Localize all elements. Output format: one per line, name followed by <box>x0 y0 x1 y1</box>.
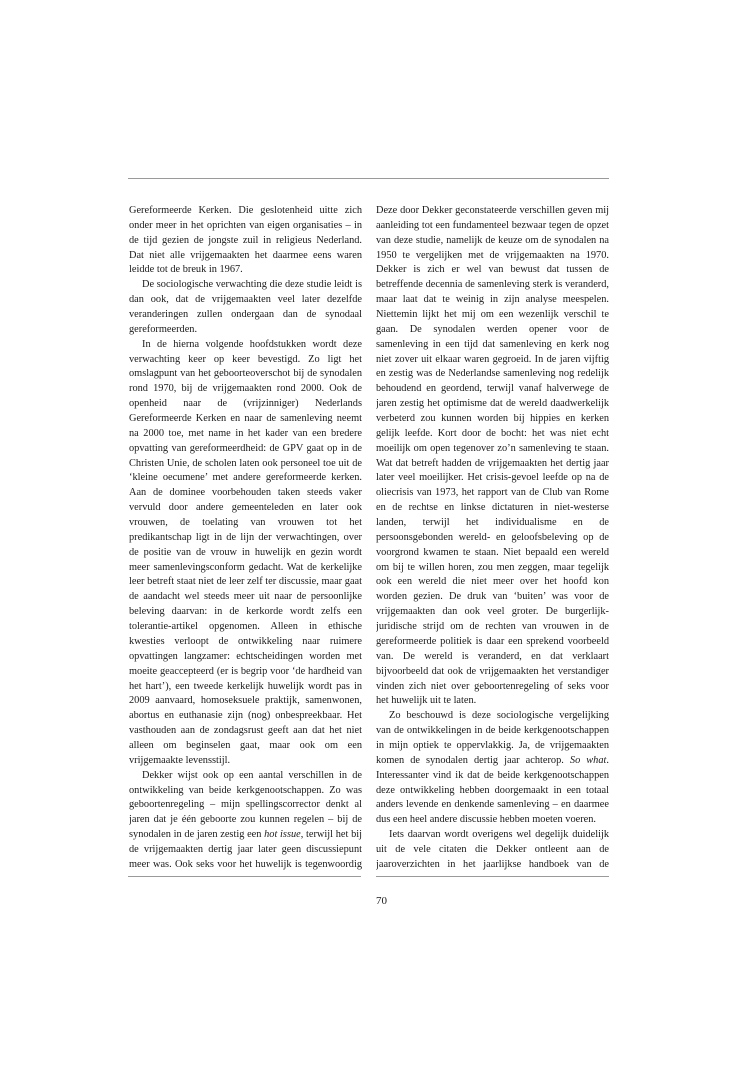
left-text-column <box>129 204 362 872</box>
page-number: 70 <box>376 895 387 907</box>
left-paragraph-4-text-b: , terwijl het bij de vrijgemaakten dertig jaar later geen discussiepunt meer was. Ook seks voor het huwelijk is tegenwoordig <box>129 829 362 870</box>
header-rule <box>128 178 609 179</box>
footer-rule-left <box>128 876 361 877</box>
left-paragraph-4-text-a: Dekker wijst ook op een aantal verschillen in de ontwikkeling van beide kerkgenootschappen. Zo was geboortenregeling – mijn spellingscorrector denkt al jaren dat je één geboorte zou kunnen regelen – bij de synodalen in de jaren zestig een <box>129 769 362 841</box>
right-paragraph-2-text-b: . Interessanter vind ik dat de beide kerkgenootschappen deze ontwikkeling hebben doorgemaakt in een totaal anders levende en denkende samenleving – en daarmee dus een heel andere discussie hebben moeten voeren. <box>376 754 609 826</box>
left-paragraph-3: In de hierna volgende hoofdstukken wordt deze verwachting keer op keer bevestigd. Zo ligt het omslagpunt van het geboorteoverschot bij de synodalen rond 1970, bij de vrijgemaakten rond 2000. Ook de openheid naar de (vrijzinniger) Nederlands Gereformeerde Kerken en naar de samenleving neemt na 2000 toe, met name in het kader van een bredere opvatting van gereformeerdheid: de GPV gaat op in de Christen Unie, de scholen laten ook personeel toe uit de ‘kleine oecumene’ met andere gereformeerde kerken. Aan de dominee voorbehouden taken steeds vaker vervuld door andere gemeenteleden en later ook vrouwen, de toelating van vrouwen tot het predikantschap ligt in de lijn der verwachtingen, over de positie van de vrouw in huwelijk en gezin wordt meer samenlevingsconform gedacht. Wat de kerkelijke leer betreft staat niet de leer zelf ter discussie, maar gaat de aandacht wel steeds meer uit naar de persoonlijke beleving daarvan: in de kerkorde wordt zelfs een tolerantie-artikel opgenomen. Alleen in ethische kwesties verloopt de ontwikkeling naar ruimere opvattingen langzamer: echtscheidingen worden met moeite geaccepteerd (er is begrip voor ‘de hardheid van het hart’), een tweede kerkelijk huwelijk wordt pas in 2009 aanvaard, homoseksuele praktijk, samenwonen, abortus en euthanasie zijn (nog) onbespreekbaar. Het vasthouden aan de zondagsrust geeft aan dat het niet alleen om beginselen gaat, maar ook om een vrijgemaakte levensstijl. <box>129 338 362 766</box>
right-paragraph-3: Iets daarvan wordt overigens wel degelijk duidelijk uit de vele citaten die Dekker ontleent aan de jaaroverzichten in het jaarlijkse handboek van de <box>376 829 609 870</box>
left-paragraph-2: De sociologische verwachting die deze studie leidt is dan ook, dat de vrijgemaakten veel later dezelfde veranderingen zullen ondergaan dan de synodaal gereformeerden. <box>129 279 362 335</box>
right-paragraph-2-text-a: Zo beschouwd is deze sociologische vergelijking van de ontwikkelingen in de beide kerkgenootschappen in mijn optiek te oppervlakkig. Ja, de vrijgemaakten komen de synodalen dertig jaar achterop. <box>376 710 609 766</box>
footer-rule-right <box>376 876 609 877</box>
right-paragraph-1: Deze door Dekker geconstateerde verschillen geven mij aanleiding tot een fundamenteel bezwaar tegen de opzet van deze studie, namelijk de keuze om de synodalen na 1950 te vergelijken met de vrijgemaakten na 1970. Dekker is zich er wel van bewust dat tussen de betreffende decennia de samenleving sterk is veranderd, maar laat dat te weinig in zijn analyse meespelen. Niettemin lijkt het mij om een wezenlijk verschil te gaan. De synodalen werden opener voor de samenleving in een tijd dat samenleving en kerk nog niet zover uit elkaar waren gegroeid. In de jaren vijftig en zestig was de Nederlandse samenleving nog redelijk behoudend en geordend, terwijl vanaf halverwege de jaren zestig het optimisme dat de wereld daadwerkelijk verbeterd zou kunnen worden bij hippies en kerken gelijk leefde. Kort door de bocht: het was niet echt moeilijk om open tegenover zo’n samenleving te staan. Wat dat betreft hadden de vrijgemaakten het dertig jaar later veel moeilijker. Het crisis-gevoel leefde op na de oliecrisis van 1973, het rapport van de Club van Rome en de rechtse en linkse dictaturen in niet-westerse landen, terwijl het individualisme en de persoonsgebonden wereld- en geloofsbeleving op de voorgrond kwamen te staan. Niet bepaald een wereld om bij te willen horen, zou men zeggen, maar tegelijk ook een wereld die niet meer over het hoofd kon worden gezien. De druk van ‘buiten’ was voor de vrijgemaakten dan ook veel groter. De burgerlijk-juridische strijd om de rechten van vrouwen in de gereformeerde politiek is daar een sprekend voorbeeld van. De wereld is veranderd, en dat verklaart bijvoorbeeld dat ook de vrijgemaakten het verstandiger vinden zich niet over geboortenregeling of seks voor het huwelijk uit te laten. <box>376 205 609 707</box>
left-paragraph-4 <box>129 769 362 872</box>
left-paragraph-1: Gereformeerde Kerken. Die geslotenheid uitte zich onder meer in het oprichten van eigen organisaties – in de tijd gezien de jongste zuil in religieus Nederland. Dat niet alle vrijgemaakten het daarmee eens waren leidde tot de breuk in 1967. <box>129 205 362 276</box>
left-paragraph-4-italic: hot issue <box>264 829 301 841</box>
right-paragraph-2-italic: So what <box>569 754 607 766</box>
right-paragraph-2 <box>376 709 609 828</box>
right-text-column <box>376 204 609 872</box>
